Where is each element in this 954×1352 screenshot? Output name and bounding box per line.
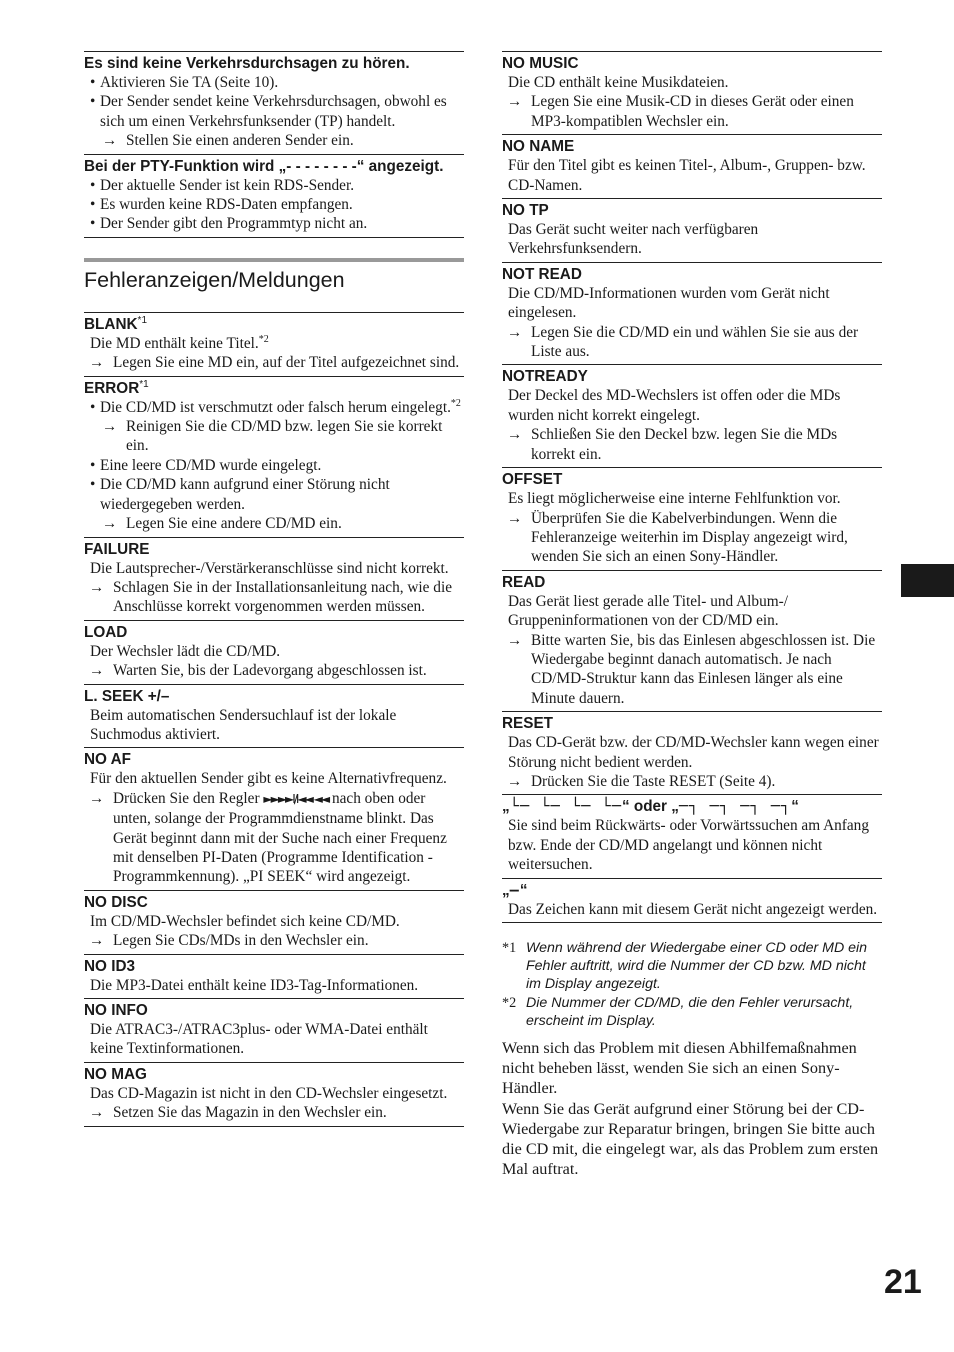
arrow-icon: → [507, 426, 523, 444]
remedy-item: → Setzen Sie das Magazin in den Wechsler ein. [89, 1104, 387, 1122]
bullet-item: • Die CD/MD kann aufgrund einer Störung nicht wiedergegeben werden. [90, 476, 390, 513]
entry-title: NOTREADY [502, 368, 588, 386]
entry-title: LOAD [84, 623, 128, 641]
entry-text: Das CD-Magazin ist nicht in den CD-Wechsler eingesetzt. [90, 1084, 448, 1102]
entry-pty [84, 154, 464, 237]
entry-text: Im CD/MD-Wechsler befindet sich keine CD/MD. [90, 912, 400, 930]
entry-title: NO NAME [502, 138, 575, 156]
remedy-item: → Schlagen Sie in der Installationsanleitung nach, wie die Anschlüsse korrekt vorgenommen werden müssen. [89, 578, 452, 616]
remedy-item: → Drücken Sie die Taste RESET (Seite 4). [507, 772, 776, 790]
entry-title: NO MAG [84, 1065, 147, 1083]
closing-text [502, 1038, 882, 1179]
arrow-icon: → [507, 631, 523, 649]
entry-title: OFFSET [502, 471, 563, 489]
remedy-item: → Legen Sie eine andere CD/MD ein. [102, 515, 342, 533]
entry-text: Es liegt möglicherweise eine interne Fehlfunktion vor. [508, 490, 841, 508]
entry-text: Das CD-Gerät bzw. der CD/MD-Wechsler kann wegen einer Störung nicht bedient werden. [508, 734, 879, 771]
entry-text: Die CD/MD-Informationen wurden vom Gerät nicht eingelesen. [508, 284, 830, 322]
entry-text: Die CD enthält keine Musikdateien. [508, 74, 729, 91]
arrow-icon: → [89, 354, 105, 372]
arrow-icon: → [89, 662, 105, 680]
entry-title: NO ID3 [84, 957, 135, 975]
dash-symbol-icon: — [509, 880, 520, 899]
chapter-tab-marker [901, 564, 954, 597]
remedy-item: → Reinigen Sie die CD/MD bzw. legen Sie sie korrekt ein. [102, 418, 443, 455]
entry-load [84, 620, 464, 684]
arrow-icon: → [89, 789, 105, 807]
entry-text: Das Gerät liest gerade alle Titel- und Album-/ Gruppeninformationen von der CD/MD ein. [508, 592, 788, 630]
footnote: *1 Wenn während der Wiedergabe einer CD oder MD ein Fehler auftritt, wird die Nummer der CD bzw. MD nicht im Display angezeigt. [502, 940, 868, 993]
bullet-item: • Der aktuelle Sender ist kein RDS-Sender. [90, 176, 355, 194]
entry-noname [502, 134, 882, 198]
bullet-item: • Aktivieren Sie TA (Seite 10). [90, 74, 279, 91]
entry-text: Das Zeichen kann mit diesem Gerät nicht angezeigt werden. [508, 900, 878, 918]
bullet-item: • Eine leere CD/MD wurde eingelegt. [90, 456, 322, 474]
entry-blank [84, 312, 464, 376]
entry-read [502, 570, 882, 711]
entry-error [84, 376, 464, 537]
divider [84, 1126, 464, 1127]
arrow-icon: → [507, 93, 523, 111]
remedy-item: → Bitte warten Sie, bis das Einlesen abgeschlossen ist. Die Wiedergabe beginnt danach automatisch. Je nach CD/MD-Struktur kann das Einlesen länger als eine Minute dauern. [507, 631, 876, 707]
page-number: 21 [884, 1263, 922, 1301]
entry-text: Der Wechsler lädt die CD/MD. [90, 642, 281, 660]
paragraph: Wenn Sie das Gerät aufgrund einer Störung bei der CD-Wiedergabe zur Reparatur bringen, bringen Sie bitte auch die CD mit, die eingelegt war, als das Problem zum ersten Mal auftrat. [502, 1099, 879, 1179]
divider [502, 922, 882, 923]
remedy-item: → Legen Sie CDs/MDs in den Wechsler ein. [89, 932, 369, 950]
remedy-item: → Legen Sie eine MD ein, auf der Titel aufgezeichnet sind. [89, 354, 460, 372]
entry-offset [502, 467, 882, 570]
entry-text: Die MD enthält keine Titel.$^{*2}$ [90, 333, 269, 352]
arrow-icon: → [102, 132, 118, 150]
arrow-icon: → [102, 418, 118, 436]
entry-text: Sie sind beim Rückwärts- oder Vorwärtssuchen am Anfang bzw. Ende der CD/MD angelangt und können nicht weitersuchen. [508, 817, 869, 874]
entry-title: NO MUSIC [502, 55, 579, 72]
entry-title: Bei der PTY-Funktion wird „- - - - - - - -“ angezeigt. [84, 157, 444, 175]
entry-nomusic [502, 51, 882, 134]
entry-no-traffic [84, 51, 464, 154]
remedy-item: → Legen Sie die CD/MD ein und wählen Sie sie aus der Liste aus. [507, 323, 859, 361]
entry-title: NOT READ [502, 265, 582, 283]
arrow-icon: → [102, 515, 118, 533]
entry-title: L. SEEK +/– [84, 687, 170, 705]
remedy-item: → Legen Sie eine Musik-CD in dieses Gerät oder einen MP3-kompatiblen Wechsler ein. [507, 93, 854, 130]
remedy-item: → Stellen Sie einen anderen Sender ein. [102, 132, 354, 150]
remedy-item: → Warten Sie, bis der Ladevorgang abgeschlossen ist. [89, 662, 427, 680]
entry-segment-symbols [502, 794, 882, 877]
bullet-item: • Der Sender sendet keine Verkehrsdurchsagen, obwohl es sich um einen Verkehrsfunksender (TP) handelt. [90, 93, 447, 130]
entry-nomag [84, 1062, 464, 1126]
entry-title: NO DISC [84, 893, 148, 911]
right-column [502, 51, 882, 1179]
segment-bottom-icon: └─ └─ └─ └─ [509, 797, 622, 816]
entry-title: NO AF [84, 751, 132, 769]
left-column [84, 51, 464, 1127]
entry-notready [502, 364, 882, 467]
entry-title: ERROR$^{*1}$ [84, 378, 149, 397]
bullet-item: • Es wurden keine RDS-Daten empfangen. [90, 196, 353, 214]
section-heading: Fehleranzeigen/Meldungen [84, 258, 464, 312]
entry-title: FAILURE [84, 540, 150, 558]
entry-title: BLANK$^{*1}$ [84, 314, 147, 333]
entry-notread [502, 262, 882, 365]
entry-dash-symbol [502, 878, 882, 922]
seek-symbols-icon: ►►►►I/I◄◄ ◄◄ [263, 791, 329, 806]
entry-text: Für den aktuellen Sender gibt es keine Alternativfrequenz. [90, 770, 447, 788]
remedy-item: → Drücken Sie den Regler ►►►►I/I◄◄ ◄◄ nach oben oder unten, solange der Programmdienstname blinkt. Das Gerät beginnt dann mit der Suche nach einer Frequenz mit denselben PI-Daten (Programme Identification - Programmkennung). „PI SEEK“ wird angezeigt. [89, 789, 447, 886]
bullet-item: • Der Sender gibt den Programmtyp nicht an. [90, 215, 368, 233]
bullet-item: • Die CD/MD ist verschmutzt oder falsch herum eingelegt.$^{*2}$ [90, 397, 461, 416]
entry-text: Beim automatischen Sendersuchlauf ist der lokale Suchmodus aktiviert. [90, 706, 397, 743]
entry-noid3 [84, 954, 464, 998]
entry-text: Die ATRAC3-/ATRAC3plus- oder WMA-Datei enthält keine Textinformationen. [90, 1021, 428, 1058]
footnote: *2 Die Nummer der CD/MD, die den Fehler verursacht, erscheint im Display. [502, 994, 854, 1029]
arrow-icon: → [89, 1104, 105, 1122]
entry-title: RESET [502, 715, 553, 733]
segment-top-icon: ─┐ ─┐ ─┐ ─┐ [678, 797, 792, 816]
entry-title: READ [502, 573, 546, 591]
entry-noinfo [84, 998, 464, 1062]
remedy-item: → Überprüfen Sie die Kabelverbindungen. Wenn die Fehleranzeige weiterhin im Display angezeigt wird, wenden Sie sich an einen Sony-Händler. [507, 509, 848, 566]
entry-text: Die Lautsprecher-/Verstärkeranschlüsse sind nicht korrekt. [90, 559, 449, 577]
entry-text: Der Deckel des MD-Wechslers ist offen oder die MDs wurden nicht korrekt eingelegt. [508, 387, 841, 424]
arrow-icon: → [89, 932, 105, 950]
entry-failure [84, 537, 464, 620]
entry-nodisc [84, 890, 464, 954]
arrow-icon: → [507, 509, 523, 527]
paragraph: Wenn sich das Problem mit diesen Abhilfemaßnahmen nicht beheben lässt, wenden Sie sich an einen Sony-Händler. [502, 1039, 857, 1098]
entry-title: „└─ └─ └─ └─“ oder „─┐ ─┐ ─┐ ─┐“ [502, 797, 799, 816]
remedy-item: → Schließen Sie den Deckel bzw. legen Sie die MDs korrekt ein. [507, 426, 838, 463]
arrow-icon: → [89, 578, 105, 596]
entry-text: Für den Titel gibt es keinen Titel-, Album-, Gruppen- bzw. CD-Namen. [508, 157, 866, 194]
arrow-icon: → [507, 323, 523, 341]
entry-text: Das Gerät sucht weiter nach verfügbaren Verkehrsfunksendern. [508, 221, 759, 258]
entry-title: „—“ [502, 880, 528, 899]
entry-text: Die MP3-Datei enthält keine ID3-Tag-Informationen. [90, 976, 419, 994]
entry-noaf [84, 747, 464, 889]
entry-title: NO TP [502, 202, 549, 220]
arrow-icon: → [507, 772, 523, 790]
footnotes [502, 939, 882, 1030]
entry-title: NO INFO [84, 1002, 148, 1019]
entry-notp [502, 198, 882, 262]
entry-reset [502, 711, 882, 794]
entry-title: Es sind keine Verkehrsdurchsagen zu hören. [84, 55, 410, 72]
entry-lseek [84, 684, 464, 748]
divider [84, 237, 464, 238]
